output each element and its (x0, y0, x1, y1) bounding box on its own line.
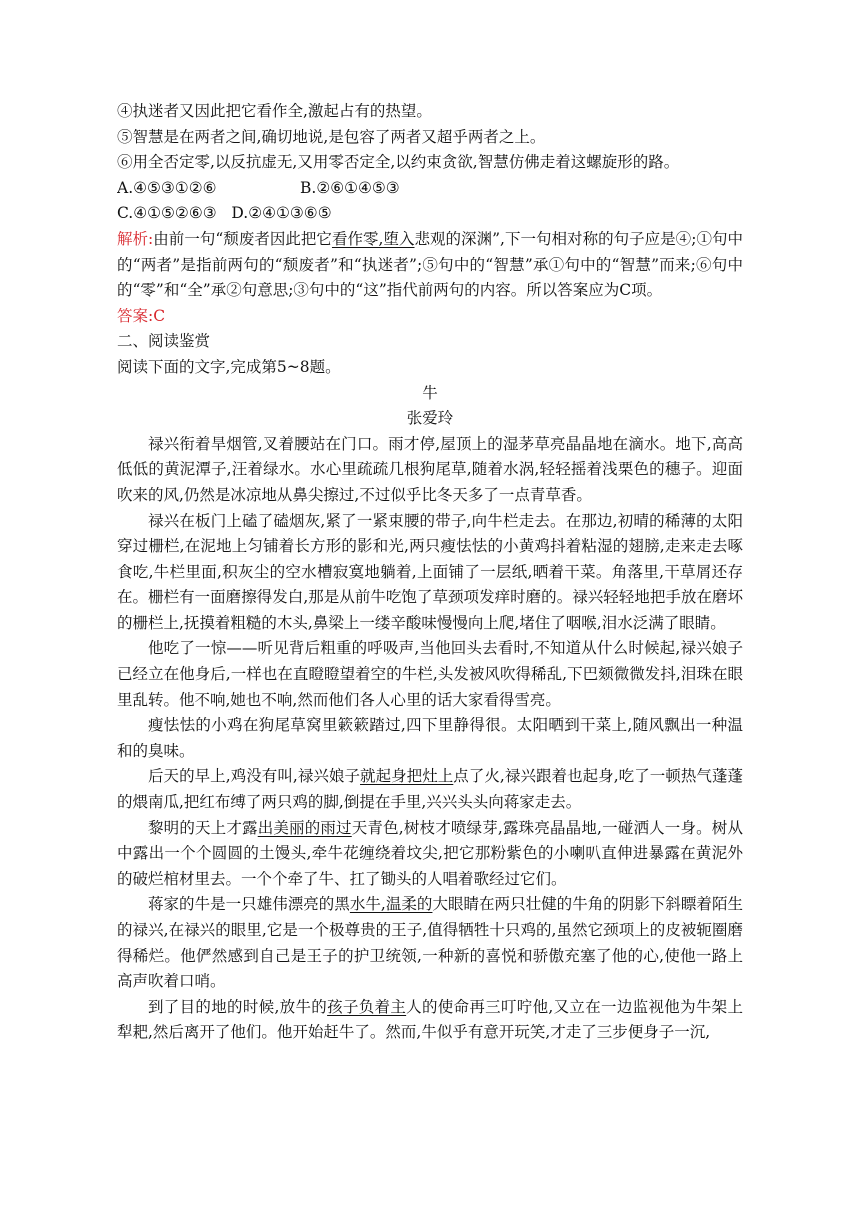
article-paragraph-6 (117, 816, 743, 893)
p8-text-a: 到了目的地的时候,放牛的 (148, 997, 328, 1016)
options-row-1 (117, 176, 743, 202)
section-heading: 二、阅读鉴赏 (117, 332, 211, 351)
option-b: B.②⑥①④⑤③ (300, 178, 400, 197)
answer-line (117, 304, 743, 330)
article-paragraph-1: 禄兴衔着旱烟管,叉着腰站在门口。雨才停,屋顶上的湿茅草亮晶晶地在滴水。地下,高高低低的黄泥潭子,汪着绿水。水心里疏疏几根狗尾草,随着水涡,轻轻摇着浅栗色的穗子。迎面吹来的风,仍然是冰凉地从鼻尖擦过,不过似乎比冬天多了一点青草香。 (117, 434, 743, 504)
p8-underlined: 孩子负着主 (327, 997, 407, 1016)
article-paragraph-8 (117, 995, 743, 1046)
analysis-text-2: 悲观的深渊”,下一句相对称的句子应是④;①句中的“两者”是指前两句的“颓废者”和“执迷者”;⑤句中的“智慧”承①句中的“智慧”而来;⑥句中的“零”和“全”承②句意思;③句中的“这”指代前两句的内容。所以答案应为C项。 (117, 229, 743, 300)
p7-underlined: 水牛,温柔的 (349, 895, 433, 914)
article-paragraph-7 (117, 892, 743, 994)
article-paragraph-2: 禄兴在板门上磕了磕烟灰,紧了一紧束腰的带子,向牛栏走去。在那边,初晴的稀薄的太阳穿过栅栏,在泥地上匀铺着长方形的影和光,两只瘦怯怯的小黄鸡抖着粘湿的翅膀,走来走去啄食吃,牛栏里面,积灰尘的空水槽寂寞地躺着,上面铺了一层纸,晒着干菜。角落里,干草屑还存在。栅栏有一面磨擦得发白,那是从前牛吃饱了草颈项发痒时磨的。禄兴轻轻地把手放在磨坏的栅栏上,抚摸着粗糙的木头,鼻梁上一缕辛酸味慢慢向上爬,堵住了咽喉,泪水泛满了眼睛。 (117, 511, 743, 632)
p5-text-a: 后天的早上,鸡没有叫,禄兴娘子 (148, 767, 361, 786)
answer-value: C (153, 306, 166, 325)
analysis-underlined: 看作零,堕入 (331, 229, 415, 248)
p6-text-a: 黎明的天上才露 (148, 818, 258, 837)
section-instruction: 阅读下面的文字,完成第5~8题。 (117, 357, 341, 376)
answer-label: 答案: (117, 306, 154, 325)
p6-underlined: 出美丽的雨过 (257, 818, 352, 837)
option-c: C.④①⑤②⑥③ (117, 204, 217, 223)
p6-text-b: 天青色,树枝才喷绿芽,露珠亮晶晶地,一碰洒人一身。树从中露出一个个圆圆的土馒头,牵牛花缠绕着坟尖,把它那粉紫色的小喇叭直伸进暴露在黄泥外的破烂棺材里去。一个个牵了牛、扛了锄头的人唱着歌经过它们。 (117, 818, 743, 888)
document-body (117, 99, 743, 1046)
option-d: D.②④①③⑥⑤ (231, 204, 332, 223)
p5-underlined: 就起身把灶上 (360, 767, 454, 786)
article-paragraph-3: 他吃了一惊——听见背后粗重的呼吸声,当他回头去看时,不知道从什么时候起,禄兴娘子已经立在他身后,一样也在直瞪瞪望着空的牛栏,头发被风吹得稀乱,下巴颏微微发抖,泪珠在眼里乱转。他不响,她也不响,然而他们各人心里的话大家看得雪亮。 (117, 639, 743, 709)
article-paragraph-5 (117, 764, 743, 815)
options-row-2 (117, 201, 743, 227)
p7-text-b: 大眼睛在两只壮健的牛角的阴影下斜瞟着陌生的禄兴,在禄兴的眼里,它是一个极尊贵的王子,值得牺牲十只鸡的,虽然它颈项上的皮被轭圈磨得稀烂。他俨然感到自己是王子的护卫统领,一种新的喜悦和骄傲充塞了他的心,使他一路上高声吹着口哨。 (117, 895, 743, 991)
sentence-6: ⑥用全否定零,以反抗虚无,又用零否定全,以约束贪欲,智慧仿佛走着这螺旋形的路。 (117, 153, 680, 172)
article-paragraph-4: 瘦怯怯的小鸡在狗尾草窝里簌簌踏过,四下里静得很。太阳晒到干菜上,随风飘出一种温和的臭味。 (117, 716, 743, 760)
analysis-label: 解析: (117, 229, 154, 248)
sentence-5: ⑤智慧是在两者之间,确切地说,是包容了两者又超乎两者之上。 (117, 127, 546, 146)
p7-text-a: 蒋家的牛是一只雄伟漂亮的黑 (148, 895, 350, 914)
analysis-text-1: 由前一句“颓废者因此把它 (153, 229, 332, 248)
article-author: 张爱玲 (406, 409, 454, 428)
p5-text-b: 点了火,禄兴跟着也起身,吃了一顿热气蓬蓬的煨南瓜,把红布缚了两只鸡的脚,倒提在手里,兴兴头头向蒋家走去。 (117, 767, 743, 812)
article-title: 牛 (422, 383, 438, 402)
analysis-paragraph (117, 227, 743, 304)
option-a: A.④⑤③①②⑥ (117, 178, 217, 197)
sentence-4: ④执迷者又因此把它看作全,激起占有的热望。 (117, 102, 432, 120)
p8-text-b: 人的使命再三叮咛他,又立在一边监视他为牛架上犁耙,然后离开了他们。他开始赶牛了。然而,牛似乎有意开玩笑,才走了三步便身子一沉, (117, 997, 743, 1042)
